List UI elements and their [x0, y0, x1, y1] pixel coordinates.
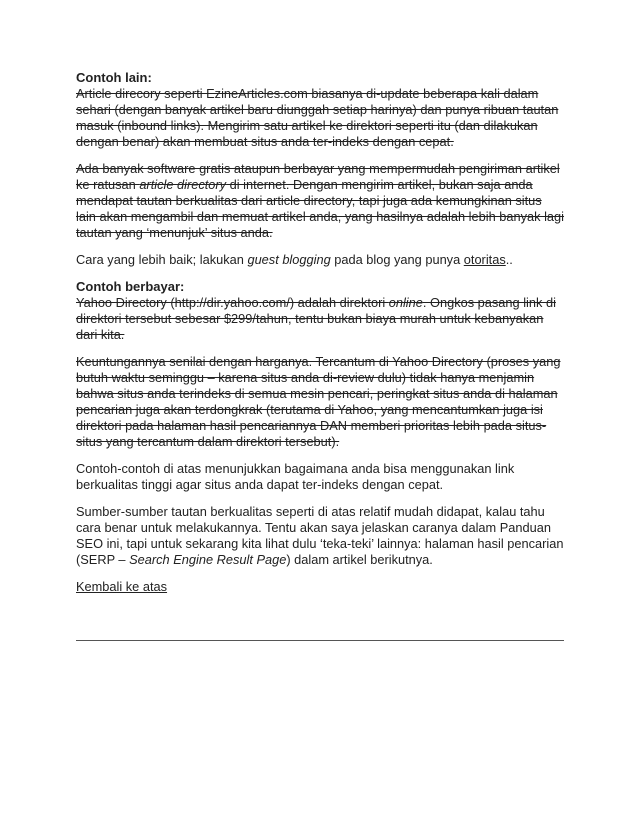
section-contoh-lain	[76, 70, 564, 150]
section-software	[76, 161, 564, 241]
text-guest-c: ..	[505, 252, 513, 267]
section-contoh-contoh	[76, 461, 564, 493]
heading-contoh-lain: Contoh lain:	[76, 70, 152, 85]
link-otoritas[interactable]: otoritas	[463, 252, 506, 267]
paragraph-sumber	[76, 504, 564, 568]
text-article-directory: article directory	[139, 177, 227, 192]
text-software-b: di internet. Dengan mengirim artikel, bukan saja anda mendapat tautan berkualitas dari article directory, tapi juga ada kemungkinan situs lain akan mengambil dan memuat artikel anda, yang hasilnya adalah lebih banyak lagi tautan yang ‘menunjuk’ situs anda.	[76, 177, 565, 240]
text-guest-blogging: guest blogging	[247, 252, 331, 267]
text-serp: Search Engine Result Page	[129, 552, 287, 567]
text-guest-a: Cara yang lebih baik; lakukan	[76, 252, 248, 267]
section-contoh-berbayar	[76, 279, 564, 343]
paragraph-software	[76, 161, 564, 241]
section-sumber	[76, 504, 564, 568]
text-yahoo-a: Yahoo Directory (http://dir.yahoo.com/) adalah direktori	[76, 295, 389, 310]
text-sumber-a: Sumber-sumber tautan berkualitas seperti di atas relatif mudah didapat, kalau tahu cara benar untuk melakukannya. Tentu akan saya jelaskan caranya dalam Panduan SEO ini, tapi untuk sekarang kita lihat dulu ‘teka-teki’ lainnya: halaman hasil pencarian (SERP –	[76, 504, 564, 567]
text-guest-b: pada blog yang punya	[330, 252, 464, 267]
section-guest-blogging	[76, 252, 564, 268]
text-yahoo-b: . Ongkos pasang link di direktori tersebut sebesar $299/tahun, tentu bukan biaya murah untuk kebanyakan dari kita.	[76, 295, 556, 342]
horizontal-rule	[76, 640, 564, 641]
section-back	[76, 579, 564, 595]
text-software-a: Ada banyak software gratis ataupun berbayar yang mempermudah pengiriman artikel ke ratusan	[76, 161, 560, 192]
section-keuntungan	[76, 354, 564, 450]
paragraph-yahoo-directory	[76, 295, 564, 343]
paragraph-guest-blogging	[76, 252, 564, 268]
paragraph-ezinearticles: Article direcory seperti EzineArticles.com biasanya di-update beberapa kali dalam sehari (dengan banyak artikel baru diunggah setiap harinya) dan punya ribuan tautan masuk (inbound links). Mengirim satu artikel ke direktori seperti itu (dan dilakukan dengan benar) akan membuat situs anda ter-indeks dengan cepat.	[76, 86, 559, 149]
document-body	[76, 70, 564, 606]
back-to-top-link[interactable]: Kembali ke atas	[76, 579, 168, 594]
paragraph-contoh-contoh: Contoh-contoh di atas menunjukkan bagaimana anda bisa menggunakan link berkualitas tinggi agar situs anda dapat ter-indeks dengan cepat.	[76, 461, 515, 492]
paragraph-keuntungan: Keuntungannya senilai dengan harganya. Tercantum di Yahoo Directory (proses yang butuh waktu seminggu – karena situs anda di-review dulu) tidak hanya menjamin bahwa situs anda terindeks di semua mesin pencari, peringkat situs anda di halaman pencarian juga akan terdongkrak (terutama di Yahoo, yang mencantumkan juga isi direktori pada halaman hasil pencariannya DAN memberi prioritas lebih pada situs-situs yang tercantum dalam direktori tersebut).	[76, 354, 561, 449]
text-online: online	[388, 295, 423, 310]
heading-contoh-berbayar: Contoh berbayar:	[76, 279, 185, 294]
text-sumber-b: ) dalam artikel berikutnya.	[286, 552, 433, 567]
